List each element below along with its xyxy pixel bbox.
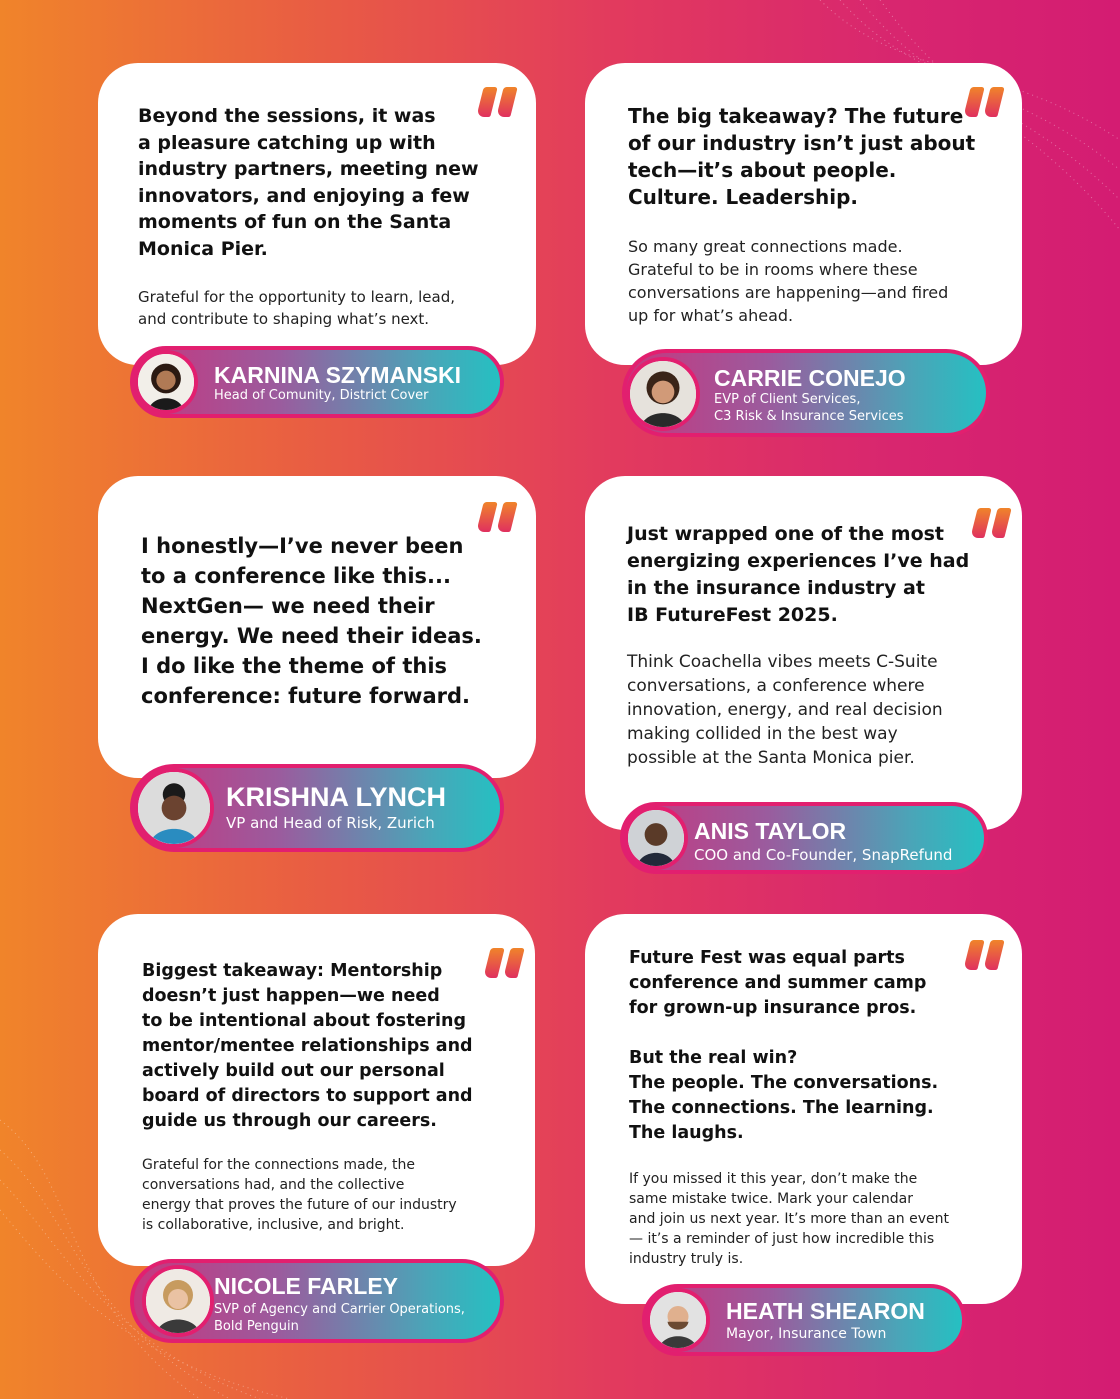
testimonial-body: Think Coachella vibes meets C-Suite conversations, a conference where innovation, energy, and real decision making collided in the best way possible at the Santa Monica pier. — [627, 652, 943, 768]
speaker-avatar — [134, 768, 214, 848]
speaker-avatar — [646, 1288, 710, 1352]
speaker-name: ANIS TAYLOR — [694, 818, 847, 844]
speaker-title: Head of Comunity, District Cover — [214, 388, 429, 403]
testimonial-headline: I honestly—I’ve never been to a conference like this... NextGen— we need their energy. We need their ideas. I do like the theme of this conference: future forward. — [141, 534, 482, 708]
speaker-name: CARRIE CONEJO — [714, 365, 906, 391]
testimonial-headline: Future Fest was equal parts conference and summer camp for grown-up insurance pros. But the real win? The people. The conversations. The connections. The learning. The laughs. — [629, 948, 939, 1143]
testimonial-card — [585, 63, 1022, 365]
speaker-badge — [620, 802, 988, 874]
testimonial-card — [98, 63, 536, 365]
speaker-title: SVP of Agency and Carrier Operations, Bold Penguin — [214, 1302, 465, 1334]
testimonial-card — [585, 914, 1022, 1304]
speaker-name: NICOLE FARLEY — [214, 1273, 399, 1299]
speaker-avatar — [134, 350, 198, 414]
testimonial-card — [98, 476, 536, 778]
speaker-badge — [622, 349, 990, 437]
testimonial-body: Grateful for the connections made, the conversations had, and the collective energy that proves the future of our industry is collaborative, inclusive, and bright. — [142, 1157, 457, 1233]
testimonial-headline: The big takeaway? The future of our industry isn’t just about tech—it’s about people. Culture. Leadership. — [628, 104, 976, 209]
speaker-title: EVP of Client Services, C3 Risk & Insurance Services — [714, 392, 904, 424]
speaker-badge — [130, 764, 504, 852]
speaker-badge — [642, 1284, 966, 1356]
speaker-avatar — [626, 357, 700, 431]
testimonial-headline: Biggest takeaway: Mentorship doesn’t just happen—we need to be intentional about fostering mentor/mentee relationships and actively build out our personal board of directors to support and guide us through our careers. — [142, 961, 473, 1131]
testimonial-headline: Beyond the sessions, it was a pleasure catching up with industry partners, meeting new innovators, and enjoying a few moments of fun on the Santa Monica Pier. — [138, 105, 479, 260]
speaker-name: KRISHNA LYNCH — [226, 782, 447, 812]
speaker-badge — [130, 346, 504, 418]
speaker-avatar — [142, 1265, 214, 1337]
speaker-title: Mayor, Insurance Town — [726, 1326, 887, 1342]
speaker-name: KARNINA SZYMANSKI — [214, 362, 462, 388]
testimonial-body: If you missed it this year, don’t make the same mistake twice. Mark your calendar and join us next year. It’s more than an event — it’s a reminder of just how incredible this industry truly is. — [629, 1171, 949, 1267]
testimonial-headline: Just wrapped one of the most energizing experiences I’ve had in the insurance industry at IB FutureFest 2025. — [627, 523, 970, 626]
speaker-title: VP and Head of Risk, Zurich — [226, 814, 435, 832]
testimonial-card — [585, 476, 1022, 830]
speaker-name: HEATH SHEARON — [726, 1298, 925, 1324]
speaker-avatar — [624, 806, 688, 870]
testimonial-body: Grateful for the opportunity to learn, lead, and contribute to shaping what’s next. — [138, 288, 455, 328]
speaker-title: COO and Co-Founder, SnapRefund — [694, 846, 953, 864]
testimonial-card — [98, 914, 535, 1266]
speaker-badge — [130, 1259, 504, 1343]
testimonial-body: So many great connections made. Grateful to be in rooms where these conversations are happening—and fired up for what’s ahead. — [628, 237, 949, 325]
